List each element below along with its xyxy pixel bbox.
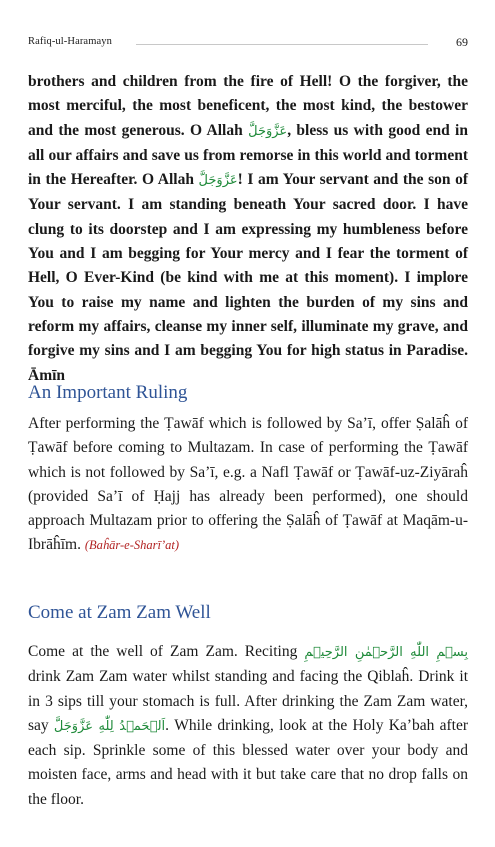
arabic-phrase: عَزَّوَجَلَّ [198,173,238,189]
header-rule [136,44,428,45]
dua-text-3: ! I am Your servant and the son of Your servant. I am standing beneath Your sacred door. I have clung to its doorstep and I am expressing my humbleness before You and I am begging for Your mercy and I fear the torment of Hell, O Ever-Kind (be kind with me at this moment). I implore You to raise my name and lighten the burden of my sins and reform my affairs, cleanse my inner self, illuminate my grave, and forgive my sins and I am begging You for high status in Paradise. Āmīn [28,171,469,384]
ruling-text: After performing the Ṭawāf which is followed by Sa’ī, offer Ṣalāĥ of Ṭawāf before coming to Multazam. In case of performing the Ṭawāf which is not followed by Sa’ī, e.g. a Nafl Ṭawāf or Ṭawāf-uz-Ziyāraĥ (provided Sa’ī of Ḥajj has already been performed), one should approach Multazam prior to offering the Ṣalāĥ of Ṭawāf at Maqām-u-Ibrāĥīm. [28,415,468,554]
zamzam-text-3: . While drinking, look at the Holy Ka’bah after each sip. Sprinkle some of this blessed water over your body and moisten face, arms and head with it but take care that no drop falls on the floor. [28,716,468,808]
zamzam-paragraph [28,640,468,812]
arabic-phrase: بِسۡمِ اللّٰهِ الرَّحۡمٰنِ الرَّحِيۡمِ [304,645,468,660]
dua-text-2: , bless us with good end in all our affairs and save us from remorse in this world and torment in the Hereafter. O Allah [28,121,468,189]
arabic-phrase: عَزَّوَجَلَّ [248,123,288,139]
page-number: 69 [456,35,468,49]
zamzam-text-2: drink Zam Zam water whilst standing and facing the Qiblaĥ. Drink it in 3 sips till your stomach is full. After drinking the Zam Zam water, say [28,668,468,734]
running-title: Rafiq-ul-Haramayn [28,36,112,47]
section-heading-zamzam: Come at Zam Zam Well [28,602,211,623]
dua-paragraph [28,70,468,388]
page-header [28,36,468,52]
zamzam-text-1: Come at the well of Zam Zam. Reciting [28,643,305,660]
arabic-phrase: اَلۡحَمۡدُ لِلّٰهِ عَزَّوَجَلَّ [53,718,166,734]
section-heading-ruling: An Important Ruling [28,382,188,403]
dua-text-1: brothers and children from the fire of Hell! O the forgiver, the most merciful, the most beneficent, the most kind, the bestower and the most generous. O Allah [28,73,468,139]
citation: (Baĥār-e-Sharī’at) [84,538,179,553]
ruling-paragraph [28,412,468,558]
